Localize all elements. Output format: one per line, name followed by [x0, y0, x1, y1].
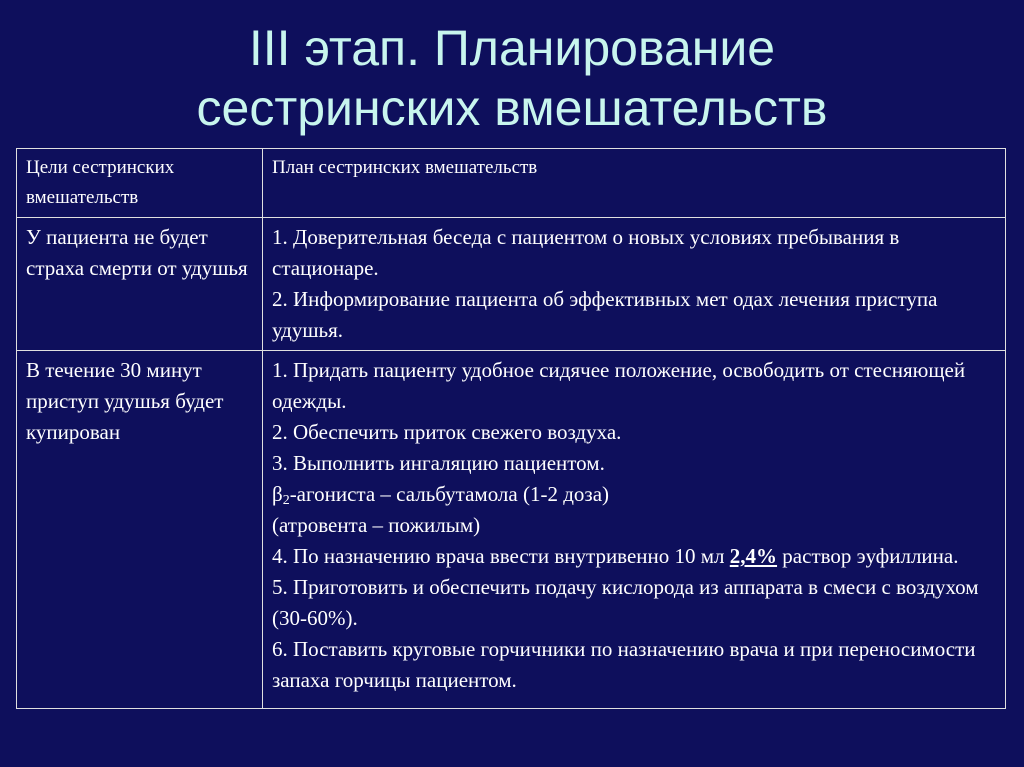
title-line-2: сестринских вмешательств [196, 80, 828, 136]
plan-item: 1. Придать пациенту удобное сидячее положение, освободить от стесняющей одежды. [272, 358, 966, 413]
concentration-underlined: 2,4% [729, 544, 778, 568]
plan-item: 1. Доверительная беседа с пациентом о новых условиях пребывания в стационаре. [272, 225, 900, 280]
header-plan: План сестринских вмешательств [263, 149, 1006, 218]
plan-item-4 [272, 541, 996, 572]
nursing-plan-table [16, 148, 1006, 709]
table-row [17, 218, 1006, 351]
slide-title [0, 18, 1024, 138]
plan-item: 2. Информирование пациента об эффективных мет одах лечения приступа удушья. [272, 287, 938, 342]
title-line-1: III этап. Планирование [248, 20, 776, 76]
plan-item: 6. Поставить круговые горчичники по назначению врача и при переносимости запаха горчицы пациентом. [272, 637, 976, 692]
plan-item-beta-agonist [272, 479, 996, 510]
beta-rest: -агониста – сальбутамола (1-2 доза) [289, 482, 610, 506]
header-goals: Цели сестринских вмешательств [17, 149, 263, 218]
plan-item: 5. Приготовить и обеспечить подачу кислорода из аппарата в смеси с воздухом (30-60%). [272, 575, 979, 630]
item4-text-end: раствор эуфиллина. [777, 544, 959, 568]
table-row [17, 351, 1006, 709]
plan-item: (атровента – пожилым) [272, 513, 481, 537]
goal-cell: У пациента не будет страха смерти от удушья [17, 218, 263, 351]
plan-cell [263, 218, 1006, 351]
beta-subscript: 2 [282, 493, 290, 508]
goal-cell: В течение 30 минут приступ удушья будет купирован [17, 351, 263, 709]
table-header-row [17, 149, 1006, 218]
item4-text: 4. По назначению врача ввести внутривенно 10 мл [272, 544, 730, 568]
plan-item: 3. Выполнить ингаляцию пациентом. [272, 451, 605, 475]
plan-item: 2. Обеспечить приток свежего воздуха. [272, 420, 622, 444]
beta-symbol: β [272, 482, 283, 506]
plan-cell [263, 351, 1006, 709]
